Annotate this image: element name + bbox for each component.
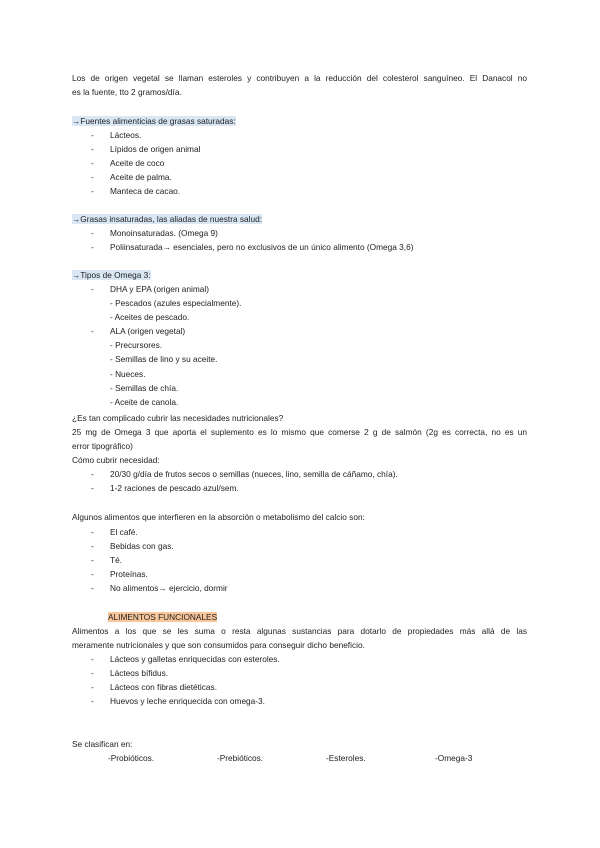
intro-line-1: Los de origen vegetal se llaman esteroles y contribuyen a la reducción del colesterol sanguíneo. El Danacol no (72, 73, 527, 83)
bullet-dash: - (91, 541, 94, 551)
sub-item: - Semillas de lino y su aceite. (110, 354, 218, 364)
omega-dha: DHA y EPA (origen animal) (110, 284, 209, 294)
list-item-text: Lípidos de origen animal (110, 144, 201, 154)
sub-item: - Pescados (azules especialmente). (110, 298, 242, 308)
sub-item: - Precursores. (110, 340, 163, 350)
omega-heading (72, 270, 151, 281)
unsaturated-heading (72, 214, 262, 225)
bullet-dash: - (91, 284, 94, 294)
omega-heading-text: →Tipos de Omega 3: (72, 270, 151, 280)
list-item-text: Té. (110, 555, 122, 565)
list-item-text: Lácteos con fibras dietéticas. (110, 682, 217, 692)
needs-question: ¿Es tan complicado cubrir las necesidades nutricionales? (72, 413, 284, 423)
calcium-heading: Algunos alimentos que interfieren en la absorción o metabolismo del calcio son: (72, 512, 365, 522)
list-item-text: Lácteos y galletas enriquecidas con esteroles. (110, 654, 280, 664)
list-item-text: Monoinsaturadas. (Omega 9) (110, 228, 218, 238)
classification-item: -Omega-3 (435, 753, 473, 763)
bullet-dash: - (91, 696, 94, 706)
bullet-dash: - (91, 172, 94, 182)
list-item-text: 20/30 g/día de frutos secos o semillas (nueces, lino, semilla de cáñamo, chía). (110, 469, 398, 479)
list-item-text: 1-2 raciones de pescado azul/sem. (110, 483, 239, 493)
saturated-heading-text: →Fuentes alimenticias de grasas saturadas: (72, 116, 236, 126)
bullet-dash: - (91, 682, 94, 692)
list-item-text: Bebidas con gas. (110, 541, 174, 551)
list-item-text: Aceite de palma. (110, 172, 172, 182)
bullet-dash: - (91, 228, 94, 238)
bullet-dash: - (91, 654, 94, 664)
sub-item: - Semillas de chía. (110, 383, 179, 393)
intro-line-2: es la fuente, tto 2 gramos/día. (72, 87, 182, 97)
bullet-dash: - (91, 483, 94, 493)
bullet-dash: - (91, 326, 94, 336)
needs-line-2: error tipográfico) (72, 441, 133, 451)
bullet-dash: - (91, 527, 94, 537)
bullet-dash: - (91, 569, 94, 579)
list-item-text: Poliinsaturada→ esenciales, pero no exclusivos de un único alimento (Omega 3,6) (110, 242, 414, 252)
bullet-dash: - (91, 158, 94, 168)
classification-item: -Esteroles. (326, 753, 366, 763)
list-item-text: No alimentos→ ejercicio, dormir (110, 583, 228, 593)
list-item-text: Huevos y leche enriquecida con omega-3. (110, 696, 265, 706)
bullet-dash: - (91, 130, 94, 140)
functional-line-1: Alimentos a los que se les suma o resta algunas sustancias para dotarlo de propiedades más allá de las (72, 626, 527, 636)
classification-heading: Se clasifican en: (72, 739, 133, 749)
functional-line-2: meramente nutricionales y que son consumidos para conseguir dicho beneficio. (72, 640, 365, 650)
classification-item: -Prebióticos. (217, 753, 264, 763)
bullet-dash: - (91, 186, 94, 196)
list-item-text: Proteínas. (110, 569, 148, 579)
list-item-text: Lácteos. (110, 130, 142, 140)
functional-title (108, 612, 217, 623)
list-item-text: Aceite de coco (110, 158, 165, 168)
bullet-dash: - (91, 668, 94, 678)
bullet-dash: - (91, 469, 94, 479)
bullet-dash: - (91, 144, 94, 154)
functional-title-text: ALIMENTOS FUNCIONALES (108, 612, 218, 622)
classification-item: -Probióticos. (108, 753, 155, 763)
needs-how: Cómo cubrir necesidad: (72, 455, 160, 465)
sub-item: - Aceite de canola. (110, 397, 179, 407)
list-item-text: Manteca de cacao. (110, 186, 181, 196)
needs-line-1: 25 mg de Omega 3 que aporta el suplemento es lo mismo que comerse 2 g de salmón (2g es correcta, no es un (72, 427, 527, 437)
sub-item: - Nueces. (110, 369, 146, 379)
list-item-text: El café. (110, 527, 138, 537)
saturated-heading (72, 116, 236, 127)
bullet-dash: - (91, 242, 94, 252)
bullet-dash: - (91, 583, 94, 593)
list-item-text: Lácteos bífidus. (110, 668, 169, 678)
bullet-dash: - (91, 555, 94, 565)
unsaturated-heading-text: →Grasas insaturadas, las aliadas de nuestra salud: (72, 214, 263, 224)
omega-ala: ALA (origen vegetal) (110, 326, 186, 336)
sub-item: - Aceites de pescado. (110, 312, 190, 322)
